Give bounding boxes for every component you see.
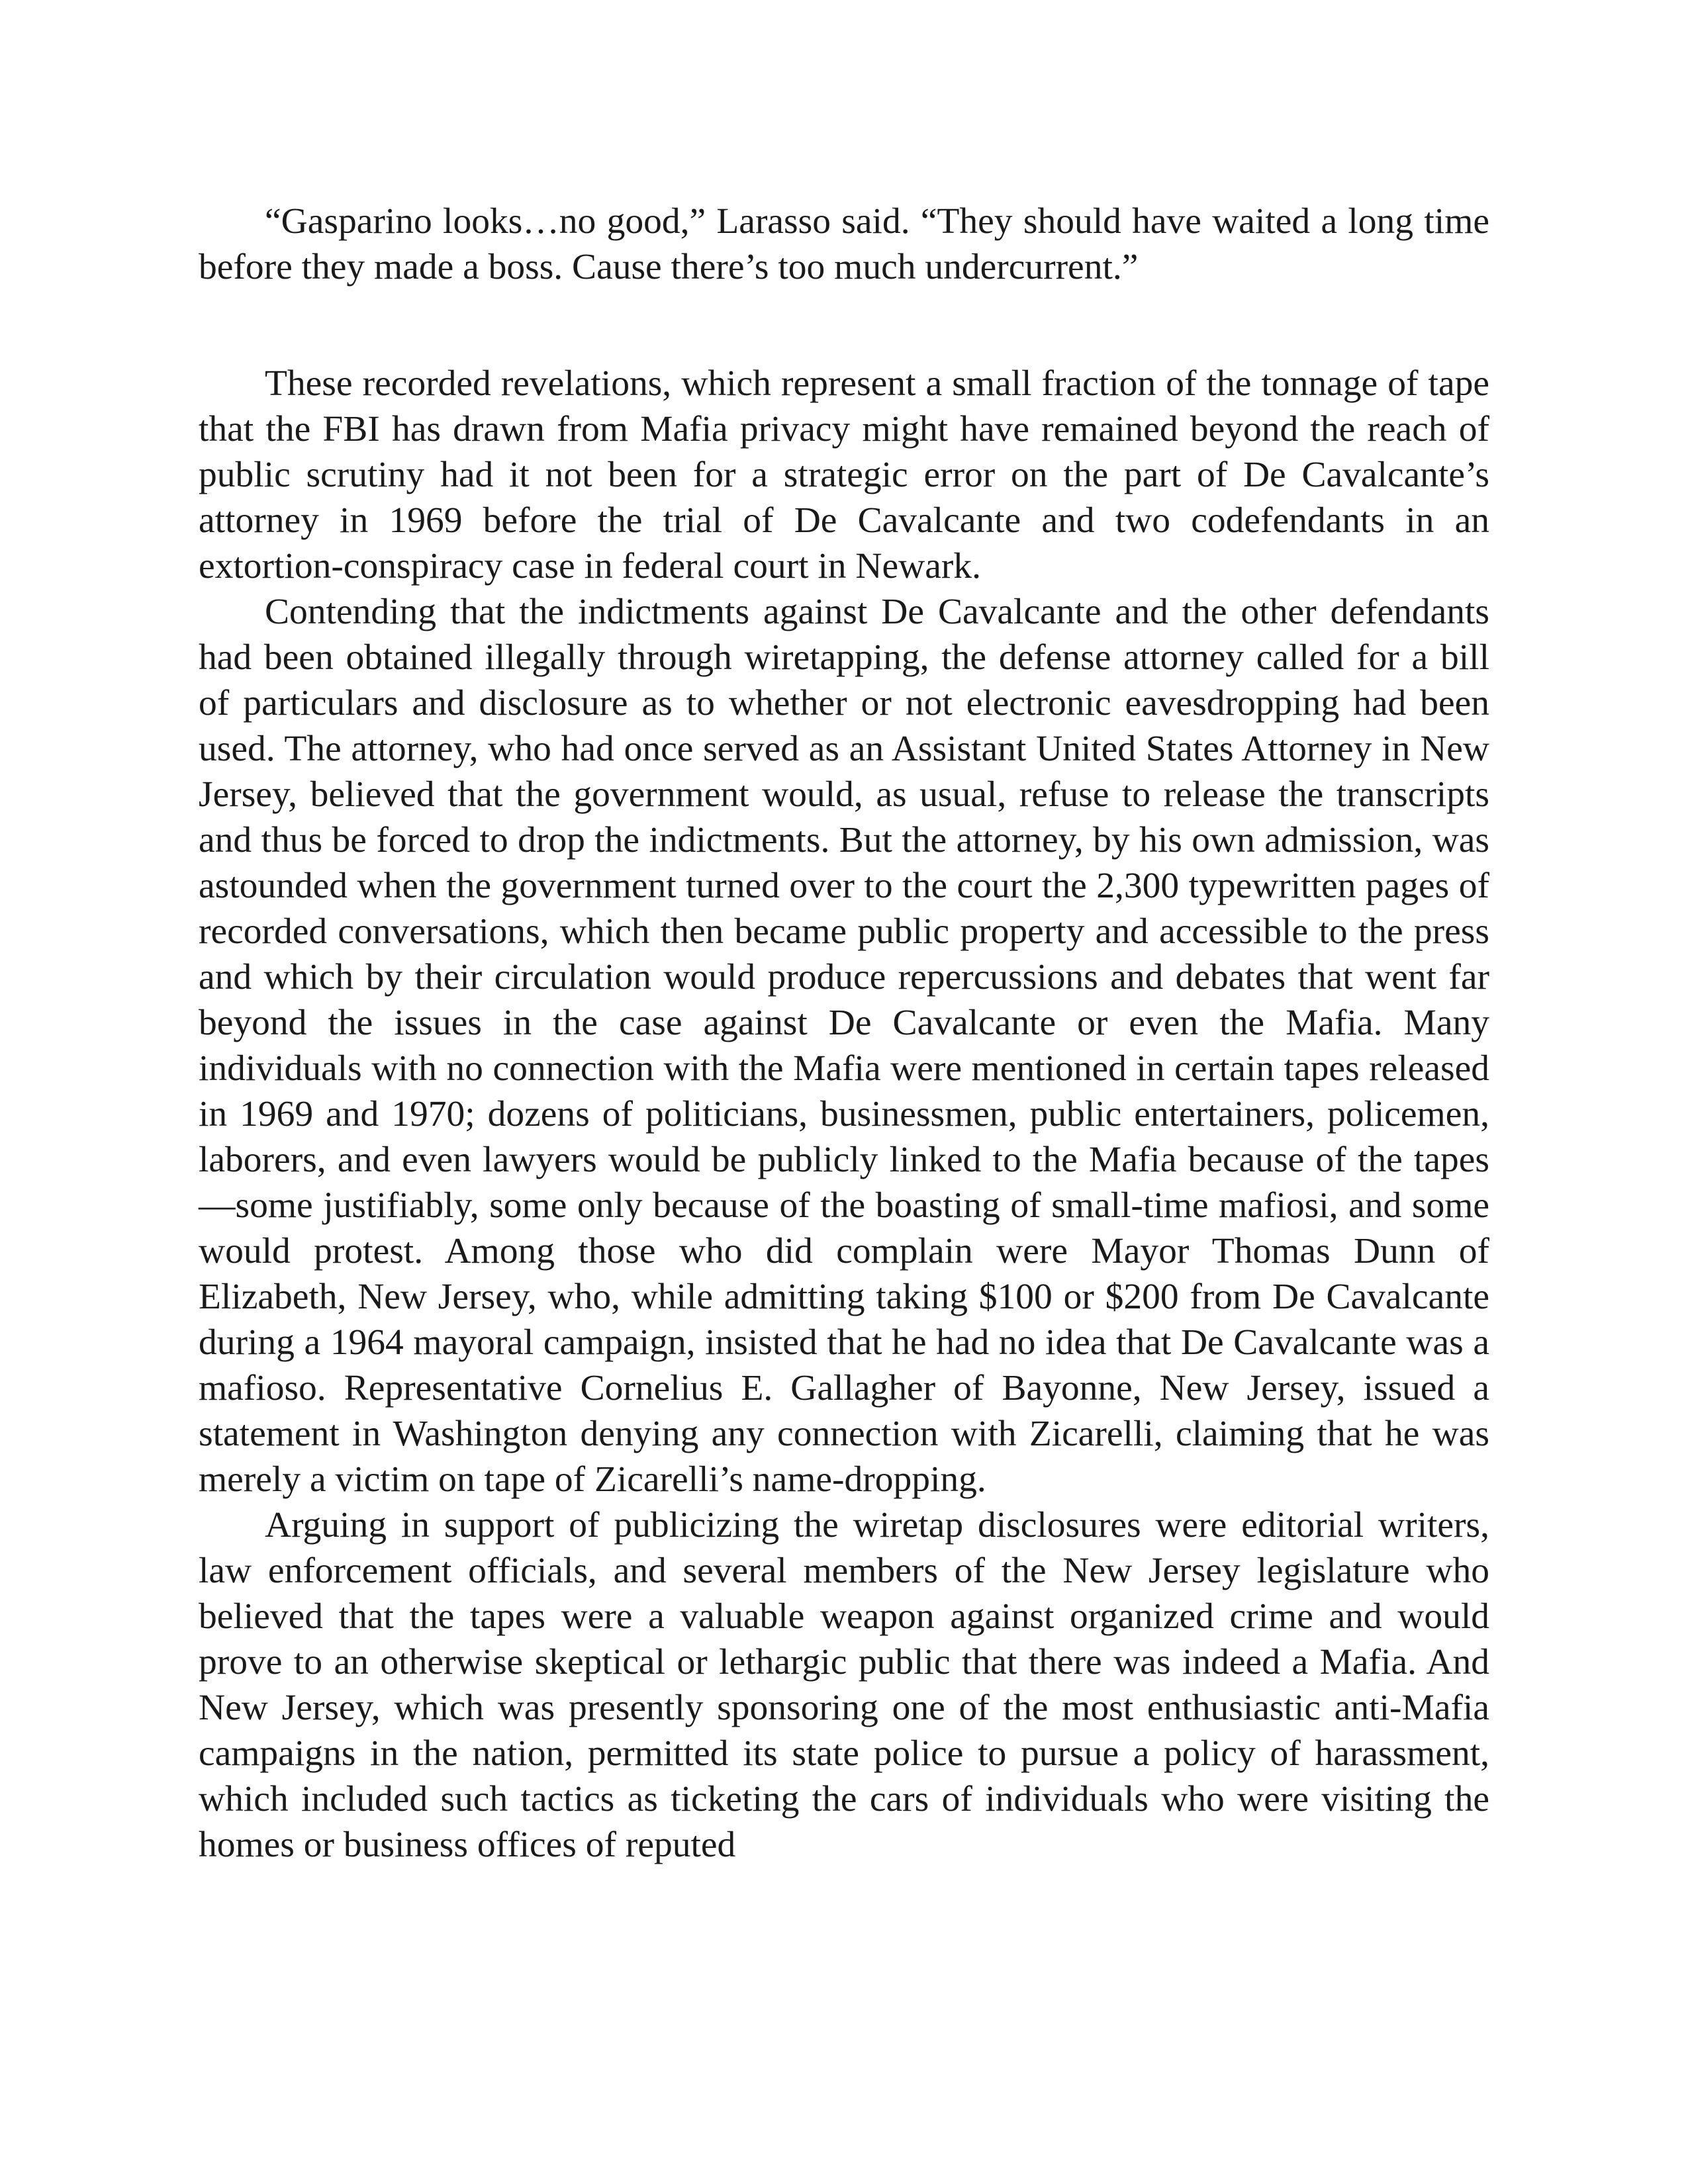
paragraph-arguing: Arguing in support of publicizing the wiretap disclosures were editorial writers, law enforcement officials, and several members of the New Jersey legislature who believed that the tapes were a valuable weapon against organized crime and would prove to an otherwise skeptical or lethargic public that there was indeed a Mafia. And New Jersey, which was presently sponsoring one of the most enthusiastic anti-Mafia campaigns in the nation, permitted its state police to pursue a policy of harassment, which included such tactics as ticketing the cars of individuals who were visiting the homes or business offices of reputed: [199, 1505, 1489, 1865]
quote-section: [199, 199, 1489, 290]
paragraph-contending: Contending that the indictments against De Cavalcante and the other defendants had been obtained illegally through wiretapping, the defense attorney called for a bill of particulars and disclosure as to whether or not electronic eavesdropping had been used. The attorney, who had once served as an Assistant United States Attorney in New Jersey, believed that the government would, as usual, refuse to release the transcripts and thus be forced to drop the indictments. But the attorney, by his own admission, was astounded when the government turned over to the court the 2,300 typewritten pages of recorded conversations, which then became public property and accessible to the press and which by their circulation would produce repercussions and debates that went far beyond the issues in the case against De Cavalcante or even the Mafia. Many individuals with no connection with the Mafia were mentioned in certain tapes released in 1969 and 1970; dozens of politicians, businessmen, public entertainers, policemen, laborers, and even lawyers would be publicly linked to the Mafia because of the tapes—some justifiably, some only because of the boasting of small-time mafiosi, and some would protest. Among those who did complain were Mayor Thomas Dunn of Elizabeth, New Jersey, who, while admitting taking $100 or $200 from De Cavalcante during a 1964 mayoral campaign, insisted that he had no idea that De Cavalcante was a mafioso. Representative Cornelius E. Gallagher of Bayonne, New Jersey, issued a statement in Washington denying any connection with Zicarelli, claiming that he was merely a victim on tape of Zicarelli’s name-dropping.: [199, 592, 1489, 1500]
body-text: [199, 361, 1489, 1868]
paragraph-recorded-revelations: These recorded revelations, which represent a small fraction of the tonnage of tape that the FBI has drawn from Mafia privacy might have remained beyond the reach of public scrutiny had it not been for a strategic error on the part of De Cavalcante’s attorney in 1969 before the trial of De Cavalcante and two codefendants in an extortion-conspiracy case in federal court in Newark.: [199, 363, 1489, 586]
quote-paragraph: “Gasparino looks…no good,” Larasso said. “They should have waited a long time before they made a boss. Cause there’s too much undercurrent.”: [199, 201, 1489, 287]
